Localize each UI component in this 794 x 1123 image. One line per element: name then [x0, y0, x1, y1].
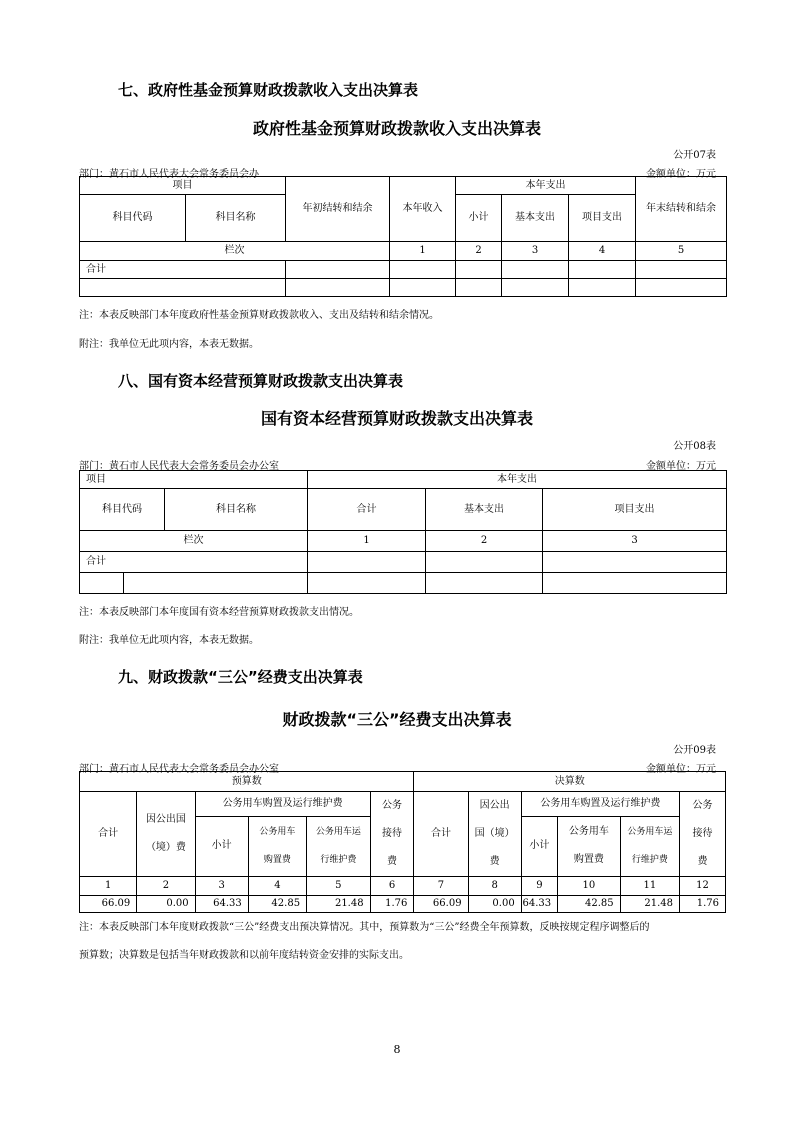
table-annotation: 附注：我单位无此项内容，本表无数据。: [79, 635, 259, 646]
header-car-purchase-line: 公务用车: [568, 826, 609, 838]
table-code: 公开07表: [673, 150, 716, 161]
column-number: 6: [370, 877, 414, 896]
value-cell: 21.48: [620, 896, 679, 913]
header-car: 公务用车购置及运行维护费: [195, 792, 370, 817]
table-cell: [636, 261, 727, 279]
section-7-heading: 七、政府性基金预算财政拨款收入支出决算表: [118, 81, 419, 99]
table-cell: [636, 279, 727, 297]
column-number: 4: [569, 242, 636, 261]
table-cell: [124, 573, 308, 594]
value-cell: 64.33: [195, 896, 248, 913]
header-total: 合计: [414, 792, 468, 877]
value-cell: 42.85: [248, 896, 306, 913]
table-note: 注：本表反映部门本年度国有资本经营预算财政拨款支出情况。: [79, 607, 359, 618]
table-cell: [286, 279, 390, 297]
table-cell: [569, 261, 636, 279]
header-reception-line: 接待: [692, 828, 713, 839]
unit-label: 金额单位：万元: [646, 764, 716, 775]
table-cell: [390, 261, 456, 279]
header-end-balance: 年末结转和结余: [636, 177, 727, 242]
column-number: 7: [414, 877, 468, 896]
three-public-expenses-table: [79, 771, 726, 913]
header-reception-line: 公务: [692, 800, 713, 811]
header-car-purchase-line: 购置费: [573, 854, 604, 866]
header-car-purchase: [558, 816, 621, 876]
table-cell: [426, 552, 543, 573]
value-cell: 0.00: [137, 896, 195, 913]
table-note: 注：本表反映部门本年度财政拨款“三公”经费支出预决算情况。其中，预算数为“三公”经费全年预算数，反映按规定程序调整后的: [79, 922, 650, 933]
department-label: 部门：黄石市人民代表大会常务委员会办: [79, 169, 259, 180]
column-number: 1: [80, 877, 137, 896]
header-abroad-line: 因公出: [479, 800, 510, 811]
header-item: 项目: [80, 471, 308, 489]
value-cell: 0.00: [468, 896, 521, 913]
header-final: 决算数: [414, 772, 726, 792]
column-number: 3: [543, 531, 727, 552]
table-note: 注：本表反映部门本年度政府性基金预算财政拨款收入、支出及结转和结余情况。: [79, 310, 439, 321]
column-number: 5: [307, 877, 371, 896]
header-reception-line: 接待: [382, 828, 402, 839]
page-number: 8: [393, 1043, 401, 1056]
row-label-column: 栏次: [80, 531, 308, 552]
header-abroad: [468, 792, 521, 877]
table-cell: [426, 573, 543, 594]
header-car-operation-line: 行维护费: [320, 855, 357, 866]
column-number: 11: [620, 877, 679, 896]
header-abroad-line: （境）费: [145, 842, 186, 853]
header-abroad-line: 国（境）: [474, 828, 515, 839]
header-total: 合计: [308, 489, 426, 531]
column-number: 2: [456, 242, 502, 261]
column-number: 4: [248, 877, 306, 896]
header-subtotal: 小计: [456, 195, 502, 242]
header-spending: 本年支出: [456, 177, 636, 195]
header-budget: 预算数: [80, 772, 414, 792]
column-number: 2: [137, 877, 195, 896]
header-reception-line: 费: [387, 856, 397, 867]
header-total: 合计: [80, 792, 137, 877]
section-8-heading: 八、国有资本经营预算财政拨款支出决算表: [118, 372, 404, 390]
header-basic: 基本支出: [502, 195, 569, 242]
section-8-title: 国有资本经营预算财政拨款支出决算表: [260, 409, 533, 428]
header-subject-code: 科目代码: [80, 489, 165, 531]
header-reception-line: 公务: [382, 800, 402, 811]
header-subject-name: 科目名称: [165, 489, 308, 531]
header-reception: [370, 792, 414, 877]
value-cell: 21.48: [307, 896, 371, 913]
header-car-operation: [307, 816, 371, 876]
value-cell: 1.76: [680, 896, 726, 913]
section-9-heading: 九、财政拨款“三公”经费支出决算表: [118, 668, 363, 686]
value-cell: 66.09: [414, 896, 468, 913]
table-cell: [308, 552, 426, 573]
value-cell: 1.76: [370, 896, 414, 913]
table-cell: [456, 261, 502, 279]
table-code: 公开08表: [673, 441, 716, 452]
header-income: 本年收入: [390, 177, 456, 242]
column-number: 1: [390, 242, 456, 261]
header-reception-line: 费: [697, 856, 708, 867]
header-item: 项目: [80, 177, 286, 195]
column-number: 3: [195, 877, 248, 896]
header-project: 项目支出: [569, 195, 636, 242]
table-cell: [543, 573, 727, 594]
header-subtotal: 小计: [521, 816, 557, 876]
header-project: 项目支出: [543, 489, 727, 531]
header-abroad-line: 因公出国: [145, 814, 186, 825]
header-car-operation-line: 公务用车运: [627, 827, 673, 838]
header-car-operation: [620, 816, 679, 876]
state-capital-table: [79, 470, 727, 594]
column-number: 2: [426, 531, 543, 552]
header-car-operation-line: 公务用车运: [315, 827, 361, 838]
unit-label: 金额单位：万元: [646, 169, 716, 180]
value-cell: 66.09: [80, 896, 137, 913]
header-begin-balance: 年初结转和结余: [286, 177, 390, 242]
header-abroad-line: 费: [489, 856, 500, 867]
table-cell: [286, 261, 390, 279]
column-number: 1: [308, 531, 426, 552]
table-code: 公开09表: [673, 745, 716, 756]
column-number: 5: [636, 242, 727, 261]
value-cell: 64.33: [521, 896, 557, 913]
header-reception: [680, 792, 726, 877]
department-label: 部门：黄石市人民代表大会常务委员会办公室: [79, 461, 279, 472]
table-cell: [80, 279, 286, 297]
unit-label: 金额单位：万元: [646, 461, 716, 472]
header-subject-name: 科目名称: [186, 195, 286, 242]
header-car-purchase: [248, 816, 306, 876]
table-cell: [80, 573, 124, 594]
column-number: 10: [558, 877, 621, 896]
row-label-column: 栏次: [80, 242, 390, 261]
table-cell: [502, 261, 569, 279]
section-7-title: 政府性基金预算财政拨款收入支出决算表: [252, 119, 541, 138]
header-car-purchase-line: 购置费: [263, 855, 291, 866]
table-note-continued: 预算数；决算数是包括当年财政拨款和以前年度结转资金安排的实际支出。: [79, 950, 409, 961]
section-9-title: 财政拨款“三公”经费支出决算表: [282, 710, 512, 729]
header-subtotal: 小计: [195, 816, 248, 876]
header-car-operation-line: 行维护费: [631, 855, 668, 866]
column-number: 12: [680, 877, 726, 896]
table-annotation: 附注：我单位无此项内容，本表无数据。: [79, 339, 259, 350]
fund-budget-table: [79, 176, 727, 297]
header-subject-code: 科目代码: [80, 195, 186, 242]
column-number: 9: [521, 877, 557, 896]
value-cell: 42.85: [558, 896, 621, 913]
header-basic: 基本支出: [426, 489, 543, 531]
department-label: 部门：黄石市人民代表大会常务委员会办公室: [79, 764, 279, 775]
column-number: 3: [502, 242, 569, 261]
header-car-purchase-line: 公务用车: [259, 827, 296, 838]
table-cell: [569, 279, 636, 297]
header-abroad: [137, 792, 195, 877]
table-cell: [456, 279, 502, 297]
total-label: 合计: [80, 261, 286, 279]
total-label: 合计: [80, 552, 308, 573]
header-spending: 本年支出: [308, 471, 727, 489]
header-car: 公务用车购置及运行维护费: [521, 792, 679, 817]
column-number: 8: [468, 877, 521, 896]
table-cell: [390, 279, 456, 297]
table-cell: [308, 573, 426, 594]
table-cell: [543, 552, 727, 573]
table-cell: [502, 279, 569, 297]
